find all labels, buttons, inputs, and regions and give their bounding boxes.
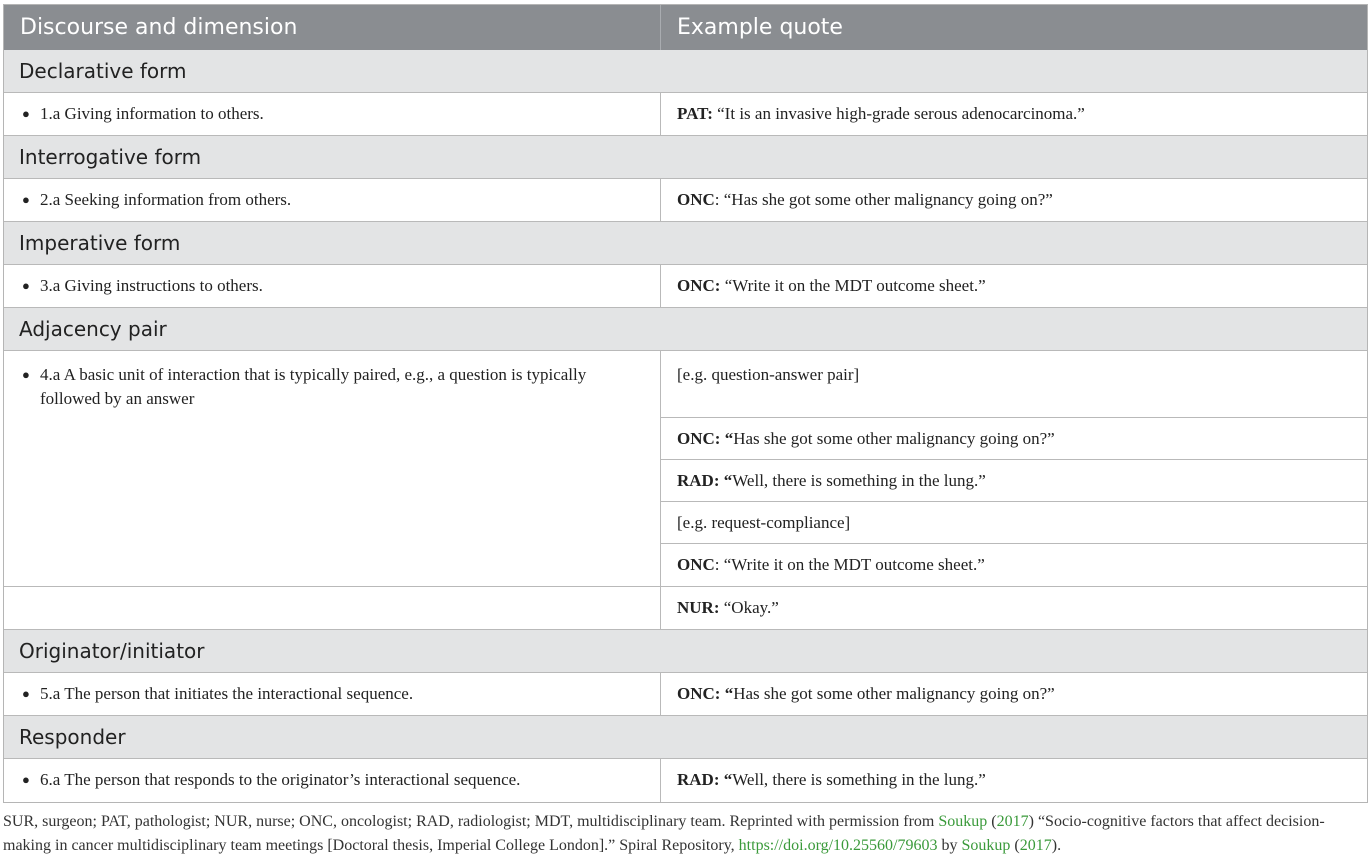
quote-text: Has she got some other malignancy going on?”: [733, 684, 1055, 703]
year-link[interactable]: 2017: [996, 813, 1029, 830]
discourse-table: [3, 4, 1368, 803]
quote-text: Has she got some other malignancy going on?”: [733, 429, 1055, 448]
quote-text: Well, there is something in the lung.”: [732, 471, 986, 490]
bullet-icon: ●: [22, 772, 30, 787]
speaker-label: ONC: [677, 555, 715, 574]
table-header: [4, 5, 1367, 50]
bullet-icon: ●: [22, 192, 30, 207]
header-col-quote: Example quote: [677, 15, 843, 40]
dimension-text: 4.a A basic unit of interaction that is typically paired, e.g., a question is typically followed by an answer: [40, 365, 587, 408]
quote-cell: [661, 460, 1367, 502]
footnote-text: SUR, surgeon; PAT, pathologist; NUR, nurse; ONC, oncologist; RAD, radiologist; MDT, multidisciplinary team. Reprinted with permission from: [3, 813, 939, 830]
footnote-text: (: [987, 813, 997, 830]
section-responder: [4, 716, 1367, 759]
footnote-text: ) “Socio-cognitive factors that affect decision-making in cancer multidisciplinary team meetings [Doctoral thesis, Imperial College London].” Spiral Repository,: [3, 813, 1325, 854]
year-link-2[interactable]: 2017: [1019, 837, 1052, 854]
table-footnote: [3, 810, 1369, 858]
quote-cell: [661, 544, 1367, 586]
author-link[interactable]: Soukup: [938, 813, 988, 830]
section-title: Imperative form: [19, 231, 181, 255]
speaker-label: ONC:: [677, 276, 721, 295]
footnote-text: ).: [1051, 837, 1062, 854]
section-declarative: [4, 50, 1367, 93]
section-title: Responder: [19, 725, 126, 749]
quote-text: : “Has she got some other malignancy going on?”: [714, 190, 1053, 209]
speaker-label: PAT:: [677, 104, 713, 123]
quote-cell: [661, 179, 1367, 221]
dimension-text: 6.a The person that responds to the originator’s interactional sequence.: [40, 770, 521, 789]
section-adjacency: [4, 308, 1367, 351]
quote-cell: [661, 93, 1367, 135]
footnote-text: by: [937, 837, 962, 854]
speaker-label: RAD: “: [677, 471, 733, 490]
header-col-dimension: Discourse and dimension: [4, 5, 661, 50]
speaker-label: ONC: “: [677, 429, 734, 448]
author-link-2[interactable]: Soukup: [961, 837, 1011, 854]
section-originator: [4, 630, 1367, 673]
quote-cell: [661, 673, 1367, 715]
section-title: Interrogative form: [19, 145, 202, 169]
bullet-icon: ●: [22, 106, 30, 121]
dimension-text: 5.a The person that initiates the interactional sequence.: [40, 684, 414, 703]
dimension-text: 1.a Giving information to others.: [40, 104, 264, 123]
table-row: [4, 351, 1367, 587]
dimension-text: 3.a Giving instructions to others.: [40, 276, 263, 295]
quote-cell: [661, 418, 1367, 460]
table-row: [4, 93, 1367, 136]
section-title: Adjacency pair: [19, 317, 167, 341]
table-row: [4, 759, 1367, 802]
footnote-text: (: [1010, 837, 1020, 854]
quote-cell: [661, 265, 1367, 307]
section-title: Declarative form: [19, 59, 187, 83]
doi-link[interactable]: https://doi.org/10.25560/79603: [738, 837, 938, 854]
quote-text: “Okay.”: [719, 598, 779, 617]
bullet-icon: ●: [22, 686, 30, 701]
speaker-label: ONC: [677, 190, 715, 209]
section-interrogative: [4, 136, 1367, 179]
dimension-text: 2.a Seeking information from others.: [40, 190, 292, 209]
quote-cell: [661, 587, 1367, 629]
quote-cell: [661, 759, 1367, 801]
table-row: [4, 587, 1367, 630]
quote-text: “Write it on the MDT outcome sheet.”: [720, 276, 986, 295]
section-imperative: [4, 222, 1367, 265]
speaker-label: ONC: “: [677, 684, 734, 703]
table-row: [4, 673, 1367, 716]
table-row: [4, 179, 1367, 222]
bullet-icon: ●: [22, 367, 30, 382]
quote-cell: [e.g. question-answer pair]: [661, 351, 1367, 418]
table-row: [4, 265, 1367, 308]
quote-text: “It is an invasive high-grade serous adenocarcinoma.”: [712, 104, 1085, 123]
section-title: Originator/initiator: [19, 639, 205, 663]
quote-text: Well, there is something in the lung.”: [732, 770, 986, 789]
quote-cell: [e.g. request-compliance]: [661, 502, 1367, 544]
speaker-label: NUR:: [677, 598, 720, 617]
quote-text: : “Write it on the MDT outcome sheet.”: [714, 555, 985, 574]
speaker-label: RAD: “: [677, 770, 733, 789]
bullet-icon: ●: [22, 278, 30, 293]
